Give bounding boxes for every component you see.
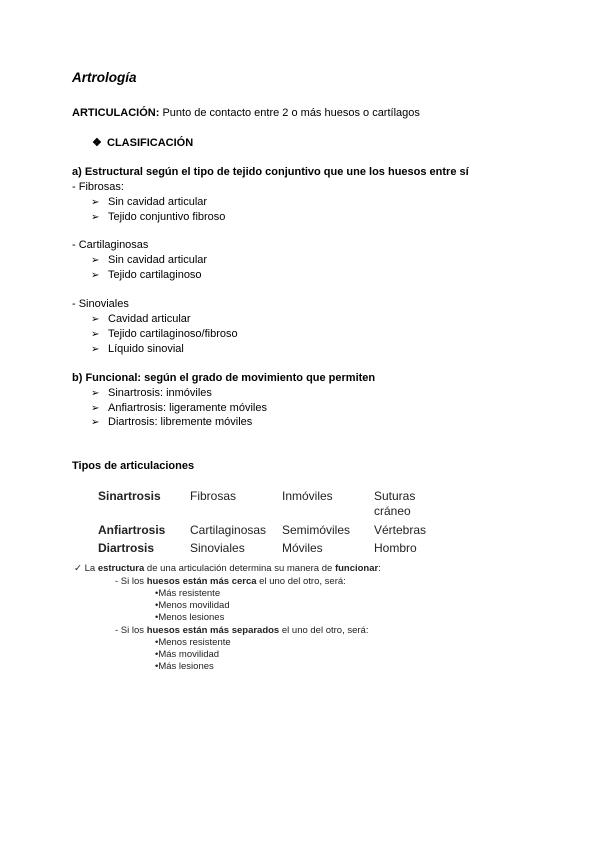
list-item: •Más movilidad (155, 649, 220, 660)
arrow-bullet-icon: ➢ (91, 388, 100, 399)
group-sinoviales: - Sinoviales (72, 298, 129, 310)
definition (72, 107, 420, 119)
list-item: ➢ Diartrosis: libremente móviles (91, 416, 253, 428)
classification-label: CLASIFICACIÓN (107, 137, 194, 149)
structure-note: ✓ La estructura de una articulación determina su manera de funcionar: (74, 563, 381, 574)
checkmark-icon: ✓ (74, 563, 82, 574)
arrow-bullet-icon: ➢ (91, 270, 100, 281)
list-item: ➢ Tejido cartilaginoso/fibroso (91, 328, 238, 340)
list-item: ➢ Tejido conjuntivo fibroso (91, 211, 226, 223)
table-cell: Móviles (282, 541, 323, 555)
arrow-bullet-icon: ➢ (91, 197, 100, 208)
types-heading: Tipos de articulaciones (72, 460, 195, 472)
list-item: •Más lesiones (155, 661, 214, 672)
note-close-bones: - Si los huesos están más cerca el uno del otro, será: (115, 576, 346, 587)
table-cell: Diartrosis (98, 541, 155, 555)
table-cell: Semimóviles (282, 523, 351, 537)
page-title: Artrología (72, 70, 137, 85)
list-item: ➢ Anfiartrosis: ligeramente móviles (91, 402, 267, 414)
classification-heading (92, 136, 193, 149)
arrow-bullet-icon: ➢ (91, 417, 100, 428)
group-fibrosas: - Fibrosas: (72, 181, 124, 193)
group-cartilaginosas: - Cartilaginosas (72, 239, 149, 251)
list-item: •Menos resistente (155, 637, 231, 648)
list-item: •Más resistente (155, 588, 221, 599)
definition-text: Punto de contacto entre 2 o más huesos o cartílagos (159, 107, 420, 119)
list-item: ➢ Tejido cartilaginoso (91, 269, 202, 281)
table-cell: Inmóviles (282, 489, 333, 503)
arrow-bullet-icon: ➢ (91, 314, 100, 325)
table-cell: Suturas (374, 489, 416, 503)
list-item: ➢ Cavidad articular (91, 313, 191, 325)
table-cell: cráneo (374, 504, 411, 518)
table-cell: Vértebras (374, 523, 427, 537)
definition-term: ARTICULACIÓN: (72, 107, 160, 119)
table-cell: Fibrosas (190, 489, 237, 503)
structural-heading: a) Estructural según el tipo de tejido conjuntivo que une los huesos entre sí (72, 166, 469, 178)
table-cell: Anfiartrosis (98, 523, 166, 537)
table-cell: Cartilaginosas (190, 523, 267, 537)
table-cell: Hombro (374, 541, 417, 555)
list-item: •Menos movilidad (155, 600, 230, 611)
list-item: ➢ Sinartrosis: inmóviles (91, 387, 212, 399)
list-item: ➢ Sin cavidad articular (91, 254, 208, 266)
arrow-bullet-icon: ➢ (91, 255, 100, 266)
list-item: ➢ Sin cavidad articular (91, 196, 208, 208)
list-item: •Menos lesiones (155, 612, 225, 623)
table-cell: Sinoviales (190, 541, 245, 555)
arrow-bullet-icon: ➢ (91, 403, 100, 414)
arrow-bullet-icon: ➢ (91, 329, 100, 340)
diamond-bullet-icon: ❖ (92, 137, 102, 149)
table-cell: Sinartrosis (98, 489, 161, 503)
functional-heading: b) Funcional: según el grado de movimiento que permiten (72, 372, 376, 384)
list-item: ➢ Líquido sinovial (91, 343, 184, 355)
arrow-bullet-icon: ➢ (91, 344, 100, 355)
arrow-bullet-icon: ➢ (91, 212, 100, 223)
note-apart-bones: - Si los huesos están más separados el uno del otro, será: (115, 625, 369, 636)
